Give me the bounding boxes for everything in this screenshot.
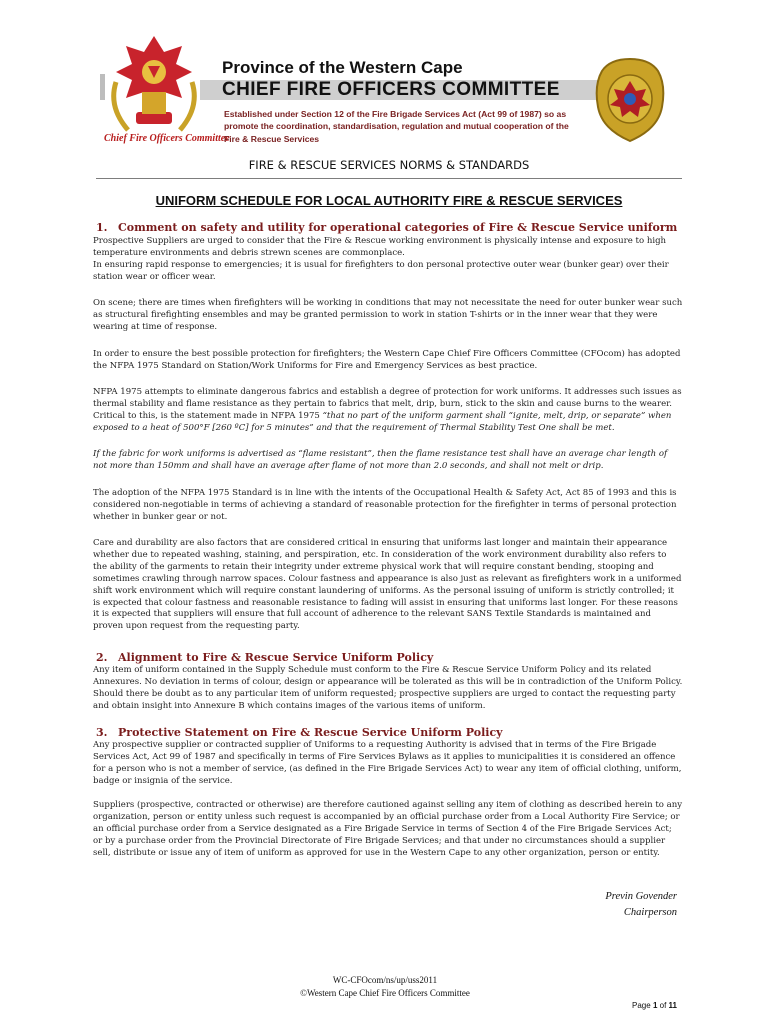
- committee-title: CHIEF FIRE OFFICERS COMMITTEE: [222, 79, 560, 100]
- section-3-paragraph: Any prospective supplier or contracted supplier of Uniforms to a requesting Authority is advised that in terms of the Fire Brigade Services Act, Act 99 of 1987 and specifically in terms of Fire Services Bylaws as it applies to municipalities it is considered an offence for a person who is not a member of service, (as defined in the Fire Brigade Services Act) to wear any item of official clothing, uniform, badge or insignia of the service.: [93, 740, 682, 786]
- section-1-paragraph: The adoption of the NFPA 1975 Standard is in line with the intents of the Occupational Health & Safety Act, Act 85 of 1993 and this is considered non-negotiable in terms of achieving a standard of reasonable protection for the firefighter in terms of personal protection whether in bunker gear or not.: [93, 488, 677, 522]
- section-1-paragraph: Prospective Suppliers are urged to consider that the Fire & Rescue working environment is physically intense and exposure to high temperature environments and debris strewn scenes are commonplace.: [93, 236, 667, 258]
- section-1-paragraph: NFPA 1975 attempts to eliminate dangerous fabrics and establish a degree of protection for work uniforms. It addresses such issues as thermal stability and flame resistance as they pertain to fabrics that melt, drip, burn, stick to the skin and cause burns to the wearer. Critical to this, is the statement made in NFPA 1975 “that no part of the uniform garment shall “ignite, melt, drip, or separate” when exposed to a heat of 500°F [260 ºC] for 5 minutes” and that the requirement of Thermal Stability Test One shall be met.: [93, 387, 682, 433]
- section-1-heading: 1. Comment on safety and utility for operational categories of Fire & Rescue Service uniform: [96, 221, 678, 234]
- footer-reference: WC-CFOcom/ns/up/uss2011: [332, 975, 438, 985]
- province-title: Province of the Western Cape: [222, 58, 463, 77]
- document-title: UNIFORM SCHEDULE FOR LOCAL AUTHORITY FIRE & RESCUE SERVICES: [155, 193, 623, 208]
- section-3-paragraph: Suppliers (prospective, contracted or otherwise) are therefore cautioned against selling any item of clothing as described herein to any organization, person or entity unless such request is accompanied by an official purchase order from a Local Authority Fire Service; or an official purchase order from a Service designated as a Fire Brigade Service in terms of Section 4 of the Fire Brigade Services Act; or by a purchase order from the Provincial Directorate of Fire Brigade Services; and that under no circumstances should a supplier sell, distribute or issue any of item of uniform as approved for use in the Western Cape to any other organization, person or entity.: [93, 800, 683, 858]
- heading-divider: [96, 178, 682, 179]
- section-3-heading: 3. Protective Statement on Fire & Rescue Service Uniform Policy: [96, 726, 503, 739]
- section-1-paragraph: In ensuring rapid response to emergencies; it is usual for firefighters to don personal protective outer wear (bunker gear) over their station wear or officer wear.: [93, 260, 669, 282]
- chief-fire-officers-logo: [98, 32, 230, 144]
- section-1-paragraph: On scene; there are times when firefighters will be working in conditions that may not necessitate the need for outer bunker wear such as structural firefighting ensembles and may be granted permission to work in station T-shirts or in the inner wear that they were wearing at time of response.: [93, 298, 683, 332]
- page-number: Page 1 of 11: [632, 1001, 677, 1010]
- footer-copyright: ©Western Cape Chief Fire Officers Committee: [300, 988, 470, 998]
- fire-officer-badge: [594, 57, 666, 143]
- section-2-heading: 2. Alignment to Fire & Rescue Service Uniform Policy: [96, 651, 434, 664]
- norms-standards-heading: FIRE & RESCUE SERVICES NORMS & STANDARDS: [248, 158, 530, 172]
- section-1-paragraph: If the fabric for work uniforms is advertised as “flame resistant”, then the flame resistance test shall have an average char length of not more than 150mm and shall have an average after flame of not more than 2.0 seconds, and shall not melt or drip.: [93, 449, 668, 471]
- section-2-paragraph: Any item of uniform contained in the Supply Schedule must conform to the Fire & Rescue Service Uniform Policy and its related Annexures. No deviation in terms of colour, design or appearance will be tolerated as this will be in contradiction of the Uniform Policy. Should there be doubt as to any particular item of uniform requested; prospective suppliers are urged to contact the requesting party and obtain insight into Annexure B which contains images of the various items of uniform.: [93, 665, 683, 711]
- section-1-paragraph: Care and durability are also factors that are considered critical in ensuring that uniforms last longer and maintain their appearance whether due to repeated washing, staining, and perspiration, etc. In consideration of the work environment durability also refers to the ability of the garments to retain their integrity under extreme physical work that will require constant bending, stooping and sometimes crawling through narrow spaces. Colour fastness and appearance is also just as relevant as firefighters work in a uniformed shift work environment which will require constant laundering of uniforms. As the personal issuing of uniform is strictly controlled; it is expected that colour fastness and reasonable resistance to fading will assist in ensuring that uniforms last longer. For these reasons it is expected that suppliers will ensure that full account of adherence to the relevant SANS Textile Standards is maintained and proven upon request from the requesting party.: [93, 538, 682, 632]
- established-statement: Established under Section 12 of the Fire Brigade Services Act (Act 99 of 1987) so as promote the coordination, standardisation, regulation and mutual cooperation of the Fire & Rescue Services: [224, 109, 569, 144]
- signatory-name: Previn Govender: [605, 891, 677, 902]
- section-1-paragraph: In order to ensure the best possible protection for firefighters; the Western Cape Chief Fire Officers Committee (CFOcom) has adopted the NFPA 1975 Standard on Station/Work Uniforms for Fire and Emergency Services as best practice.: [93, 349, 681, 371]
- logo-caption: Chief Fire Officers Committee: [104, 133, 230, 144]
- signatory-role: Chairperson: [623, 907, 677, 918]
